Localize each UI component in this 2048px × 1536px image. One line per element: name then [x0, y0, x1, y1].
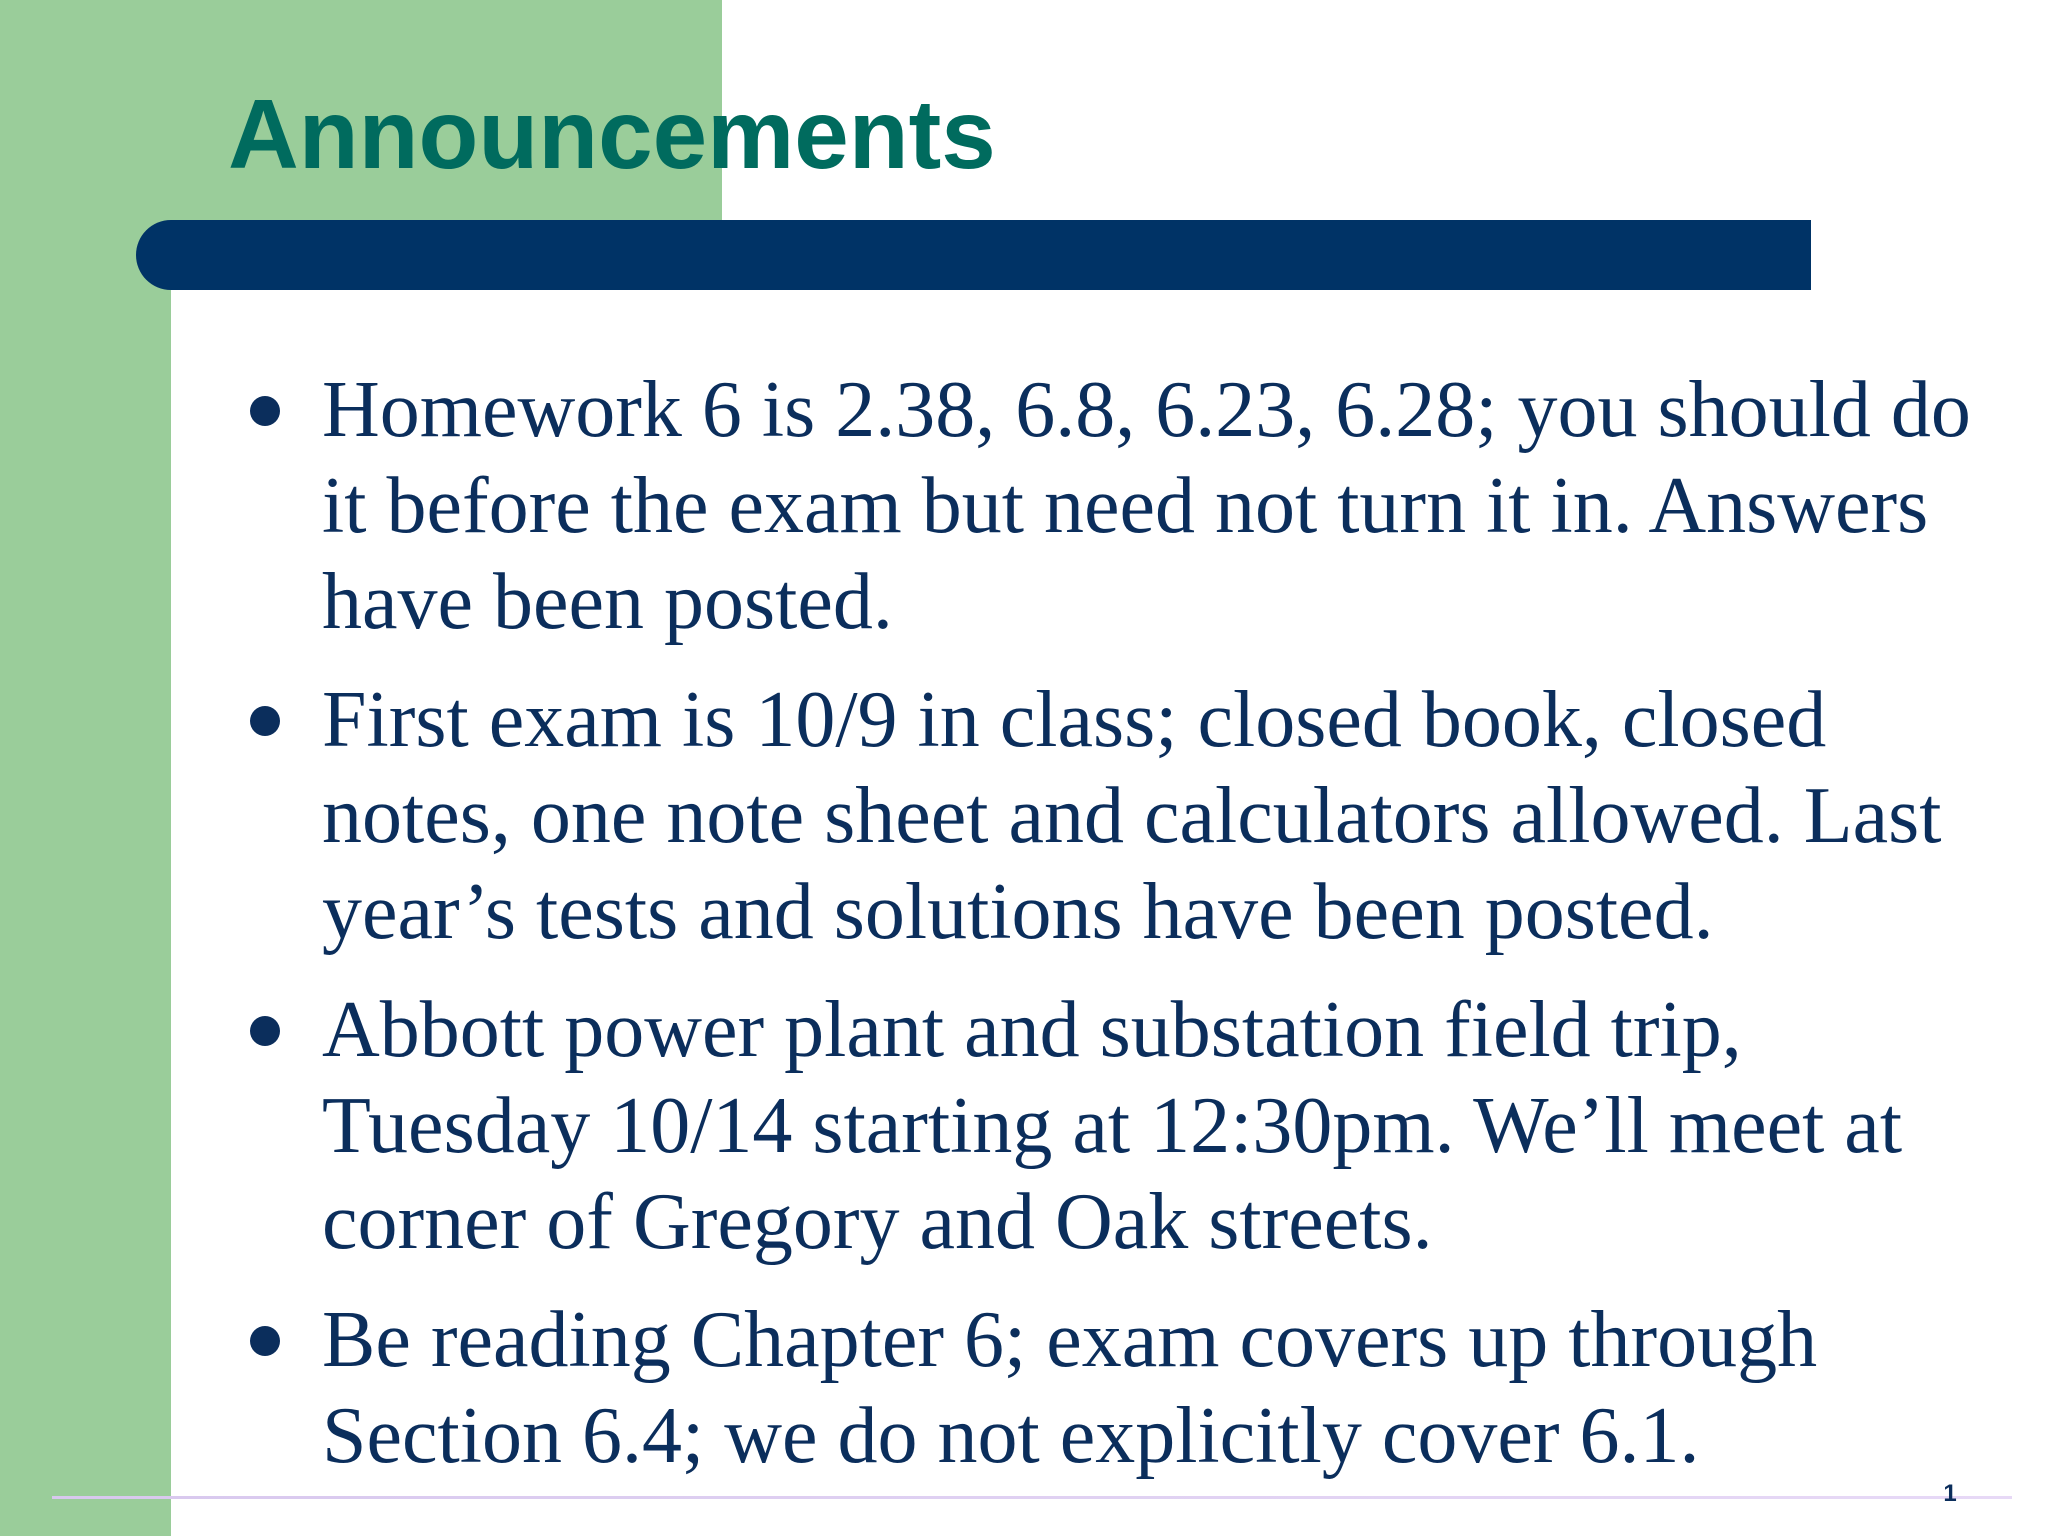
bullet-dot-icon [250, 706, 280, 736]
bullet-text: Homework 6 is 2.38, 6.8, 6.23, 6.28; you should do it before the exam but need not turn it in. Answers have been posted. [322, 366, 1971, 646]
bullet-text: First exam is 10/9 in class; closed book, closed notes, one note sheet and calculators allowed. Last year’s tests and solutions have been posted. [322, 676, 1942, 956]
footer-divider [52, 1496, 2012, 1499]
bullet-item-reading [246, 1292, 1986, 1484]
bullet-text: Abbott power plant and substation field trip, Tuesday 10/14 starting at 12:30pm. We’ll meet at corner of Gregory and Oak streets. [322, 986, 1903, 1266]
bullet-item-exam [246, 672, 1986, 960]
bullet-list [246, 362, 1986, 1506]
bullet-dot-icon [250, 1326, 280, 1356]
page-number: 1 [1943, 1480, 1957, 1507]
slide-title: Announcements [228, 79, 996, 189]
bullet-item-homework [246, 362, 1986, 650]
bullet-item-field-trip [246, 982, 1986, 1270]
bullet-dot-icon [250, 396, 280, 426]
bullet-dot-icon [250, 1016, 280, 1046]
bullet-text: Be reading Chapter 6; exam covers up through Section 6.4; we do not explicitly cover 6.1. [322, 1296, 1818, 1480]
title-underline-bar [136, 220, 1811, 290]
